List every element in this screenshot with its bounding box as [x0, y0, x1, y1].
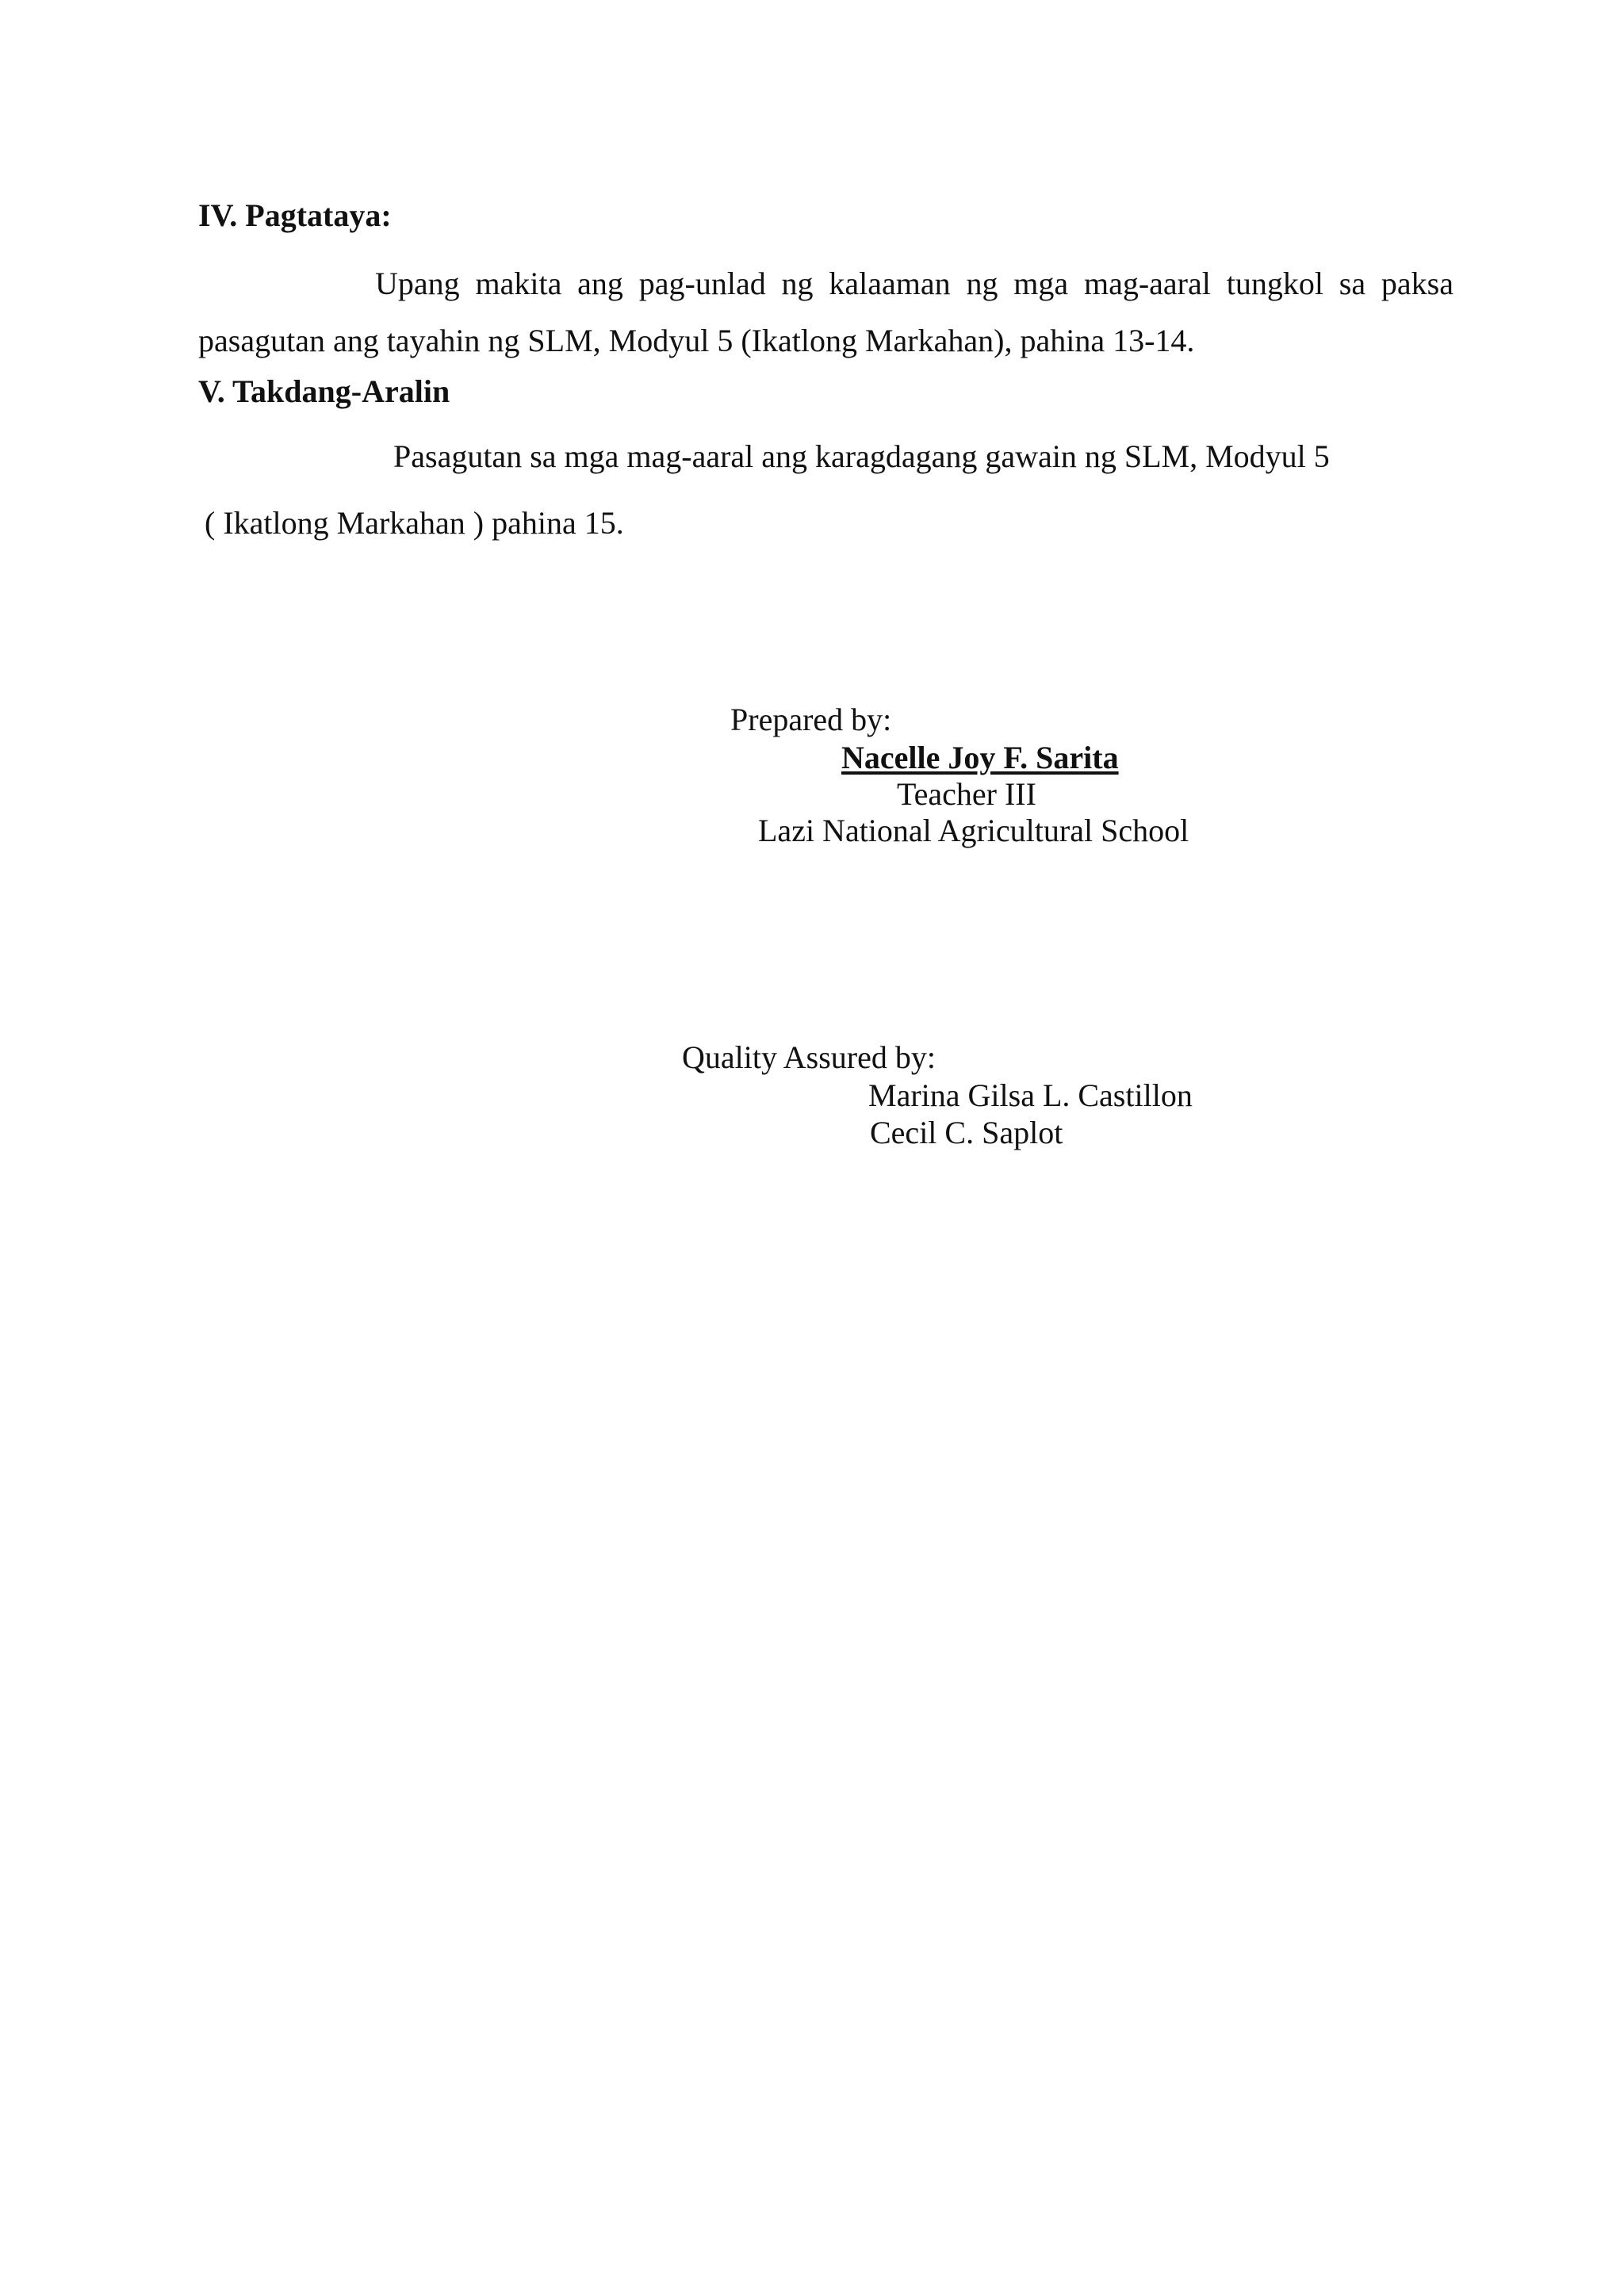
preparer-name: Nacelle Joy F. Sarita	[841, 740, 1119, 775]
pagtataya-paragraph	[198, 255, 1454, 369]
reviewer-name: Cecil C. Saplot	[870, 1115, 1063, 1150]
pagtataya-line-1: Upang makita ang pag-unlad ng kalaaman ng mga mag-aaral tungkol sa paksa	[375, 266, 1454, 301]
takdang-aralin-line-2: ( Ikatlong Markahan ) pahina 15.	[205, 505, 624, 541]
quality-assured-label: Quality Assured by:	[682, 1039, 936, 1075]
reviewer-name: Marina Gilsa L. Castillon	[868, 1077, 1193, 1113]
preparer-position: Teacher III	[897, 776, 1036, 812]
pagtataya-line-2: pasagutan ang tayahin ng SLM, Modyul 5 (Ikatlong Markahan), pahina 13-14.	[198, 323, 1195, 358]
section-heading-pagtataya: IV. Pagtataya:	[198, 197, 392, 233]
takdang-aralin-line-1: Pasagutan sa mga mag-aaral ang karagdagang gawain ng SLM, Modyul 5	[393, 438, 1330, 474]
section-heading-takdang-aralin: V. Takdang-Aralin	[198, 373, 450, 409]
preparer-school: Lazi National Agricultural School	[758, 813, 1189, 848]
prepared-by-label: Prepared by:	[730, 702, 892, 737]
